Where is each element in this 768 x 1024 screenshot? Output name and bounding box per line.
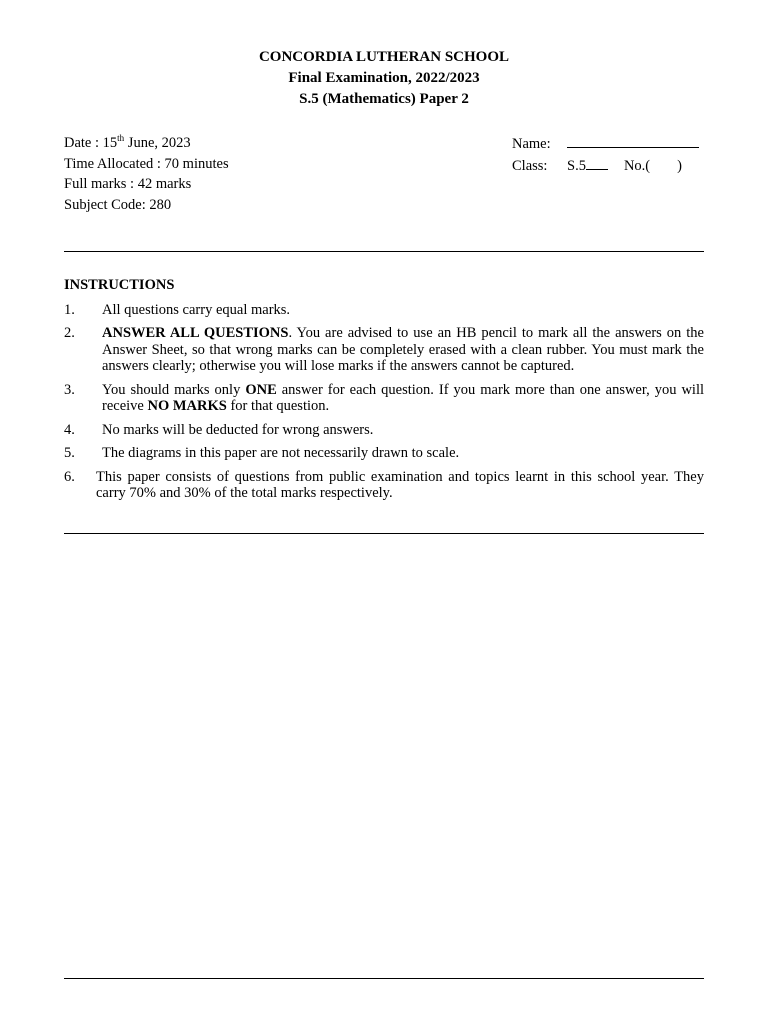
instruction-item: 3. You should marks only ONE answer for each question. If you mark more than one answer, you will receive NO MARKS for that question. (64, 381, 704, 414)
class-blank (586, 155, 608, 170)
subject-code: Subject Code: 280 (64, 196, 172, 213)
name-row (512, 133, 699, 155)
number-label: No.( (623, 157, 651, 174)
full-marks: Full marks : 42 marks (64, 176, 192, 192)
instructions-title: INSTRUCTIONS (64, 277, 175, 293)
instructions-section (64, 277, 704, 509)
name-blank (567, 133, 699, 148)
exam-header (0, 47, 768, 110)
footer-divider (64, 978, 704, 979)
instruction-item: 2. ANSWER ALL QUESTIONS. You are advised to use an HB pencil to mark all the answers on the Answer Sheet, so that wrong marks can be completely erased with a clean rubber. You must mark the answers clearly; otherwise you will lose marks if the answers cannot be captured. (64, 325, 704, 374)
top-divider (64, 251, 704, 252)
school-name: CONCORDIA LUTHERAN SCHOOL (258, 49, 510, 65)
time-allocated: Time Allocated : 70 minutes (64, 155, 229, 172)
bottom-divider (64, 533, 704, 534)
paper-title: S.5 (Mathematics) Paper 2 (299, 91, 469, 107)
class-value: S.5 (567, 157, 586, 174)
exam-title: Final Examination, 2022/2023 (288, 70, 480, 86)
student-details (512, 133, 699, 176)
instruction-item: 5. The diagrams in this paper are not necessarily drawn to scale. (64, 445, 460, 461)
instruction-item: 4. No marks will be deducted for wrong answers. (64, 421, 374, 438)
class-row (512, 155, 699, 177)
number-close: ) (677, 157, 682, 174)
instruction-item: 1. All questions carry equal marks. (64, 301, 291, 318)
exam-details (64, 133, 229, 215)
name-label: Name: (512, 136, 551, 152)
instruction-item: 6. This paper consists of questions from public examination and topics learnt in this school year. They carry 70% and 30% of the total marks respectively. (64, 468, 704, 501)
exam-date: Date : 15th June, 2023 (64, 133, 191, 151)
class-label: Class: (512, 157, 548, 174)
